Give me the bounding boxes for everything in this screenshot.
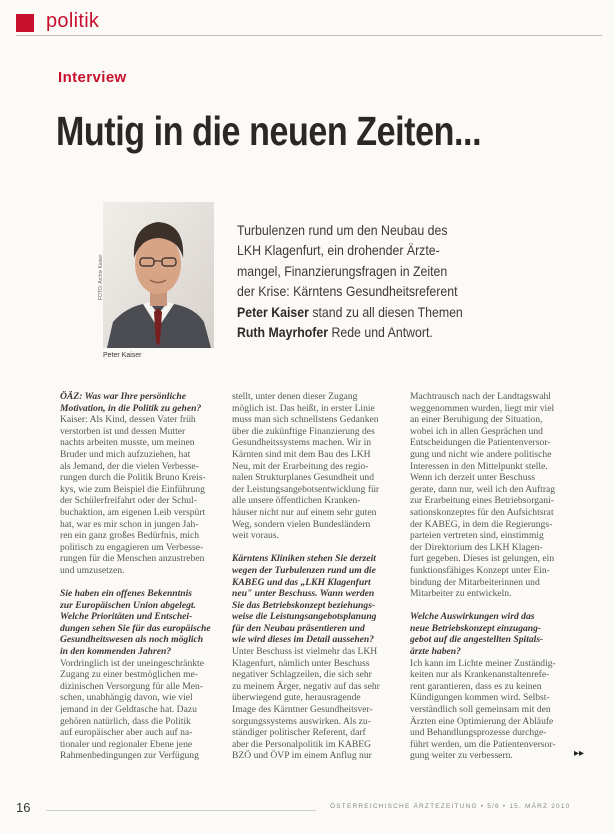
answer-line: der Schülerfreifahrt oder der Schul-	[60, 495, 197, 507]
intro-line: Turbulenzen rund um den Neubau des	[237, 222, 448, 238]
answer-line: gehören natürlich, dass die Politik	[60, 715, 191, 727]
answer-line: buchaktion, am eigenen Leib verspürt	[60, 506, 206, 518]
answer-line: ständiger politischer Referent, darf	[232, 727, 366, 739]
question-line: KABEG und das „LKH Klagenfurt	[232, 576, 371, 588]
answer-line: tionaler und regionaler Ebene jene	[60, 738, 193, 750]
question-line: in den kommenden Jahren?	[60, 646, 172, 658]
question-line: Gesundheitswesen als noch möglich	[60, 634, 204, 646]
photo-caption: Peter Kaiser	[103, 352, 142, 359]
portrait-photo	[103, 202, 214, 348]
answer-line: weit voraus.	[232, 530, 279, 542]
answer-line: Rahmenbedingungen zur Verfügung	[60, 750, 199, 762]
page-number: 16	[16, 800, 31, 815]
answer-line: Entscheidungen die Patientenversor-	[410, 437, 551, 449]
answer-line: furt gegeben. Dieses ist gelungen, ein	[410, 553, 555, 565]
answer-line: zur Erarbeitung eines Betriebsorgani-	[410, 495, 554, 507]
answer-line: Wenn ich derzeit unter Beschuss	[410, 472, 535, 484]
intro-line: mangel, Finanzierungsfragen in Zeiten	[237, 262, 448, 279]
intro-paragraph	[237, 220, 597, 342]
answer-line: Machtrausch nach der Landtagswahl	[410, 391, 551, 402]
answer-line: weggenommen wurden, liegt mir viel	[410, 402, 555, 414]
section-label: politik	[46, 10, 100, 32]
answer-line: sorgungssystems auswirken. Als zu-	[232, 715, 371, 727]
answer-line: rent garantieren, dass es zu keinen	[410, 680, 542, 692]
answer-line: und Behandlungsprozesse durchge-	[410, 727, 547, 739]
answer-line: parteien vertreten sind, einstimmig	[410, 530, 544, 542]
intro-text: stand zu all diesen Themen	[308, 303, 463, 320]
text-column-2	[232, 391, 388, 762]
intro-line	[237, 302, 554, 322]
answer-line: dizinischen Versorgung für alle Men-	[60, 680, 203, 692]
publication-footer: ÖSTERREICHISCHE ÄRZTEZEITUNG • 5/6 • 15. MÄRZ 2010	[330, 803, 571, 810]
answer-line: gung weiter zu verbessern.	[410, 750, 513, 762]
answer-line: Klagenfurt, nämlich unter Beschuss	[232, 657, 370, 669]
question-line: zur Europäischen Union abgelegt.	[60, 599, 196, 611]
answer-line: überwiegend gute, herausragende	[232, 692, 361, 704]
question-line: Welche Auswirkungen wird das	[410, 611, 535, 623]
answer-line: führt werden, um die Patientenversor-	[410, 738, 556, 750]
question-line: dungen sehen Sie für das europäische	[60, 622, 211, 634]
answer-line: Image des Kärntner Gesundheitsver-	[232, 704, 373, 716]
answer-line: Ärzten eine Optimierung der Abläufe	[410, 715, 554, 727]
answer-line: nalen Strukturplanes Gesundheit und	[232, 472, 375, 484]
question-line: für den Neubau präsentieren und	[232, 622, 365, 634]
kicker: Interview	[58, 69, 127, 86]
question-line: weise die Leistungsangebotsplanung	[232, 611, 377, 623]
answer-line: möglich ist. Das heißt, in erster Linie	[232, 402, 375, 414]
answer-line: Kärnten sind mit dem Bau des LKH	[232, 448, 371, 460]
answer-line: aber die Personalpolitik im KABEG	[232, 738, 372, 750]
answer-line: Kündigungen kommen wird. Selbst-	[410, 692, 550, 704]
answer-line: zu meinem Ärger, negativ auf das sehr	[232, 680, 380, 692]
answer-line: und umzusetzen.	[60, 564, 125, 576]
answer-line: negativer Schlagzeilen, die sich sehr	[232, 669, 372, 681]
answer-line: bindung der Mitarbeiterinnen und	[410, 576, 540, 588]
continue-arrow-icon: ▸▸	[574, 748, 585, 759]
question-line: neue Betriebskonzept einzugang-	[410, 622, 542, 634]
answer-line: gerate, dann nur, weil ich den Auftrag	[410, 483, 556, 495]
question-line: ärzte haben?	[410, 646, 461, 658]
answer-line: Neu, mit der Erarbeitung des regio-	[232, 460, 369, 472]
answer-line: gung und nicht wie andere politische	[410, 448, 552, 460]
answer-line: stellt, unter denen dieser Zugang	[232, 391, 358, 402]
answer-line: keiten nur als Krankenanstaltenrefe-	[410, 669, 550, 681]
answer-line: kys, wie zum Beispiel die Einführung	[60, 483, 205, 495]
answer-line: Vordringlich ist der uneingeschränkte	[60, 657, 204, 669]
answer-line: alle unsere öffentlichen Kranken-	[232, 495, 361, 507]
question-line: wie wird dieses im Detail aussehen?	[232, 634, 375, 646]
answer-line: der KABEG, in dem die Regierungs-	[410, 518, 553, 530]
answer-line: Zugang zu einer bestmöglichen me-	[60, 669, 198, 681]
answer-line: Unter Beschuss ist vielmehr das LKH	[232, 646, 378, 658]
answer-line: Mitarbeiter zu entwickeln.	[410, 588, 512, 600]
answer-line: sationskonzeptes für den Aufsichtsrat	[410, 506, 554, 518]
answer-line: jemand in der Geldtasche hat. Dazu	[60, 704, 197, 716]
footer-rule	[46, 810, 316, 811]
answer-line: Kaiser: Als Kind, dessen Vater früh	[60, 414, 196, 426]
intro-text: Rede und Antwort.	[328, 324, 433, 341]
header-rule	[16, 35, 602, 36]
question-line: Welche Prioritäten und Entschei-	[60, 611, 193, 623]
answer-line: über die zukünftige Finanzierung des	[232, 425, 375, 437]
answer-line: hat, war es mir schon in jungen Jah-	[60, 518, 199, 530]
answer-line: funktionsfähiges Konzept unter Ein-	[410, 564, 550, 576]
answer-line: verstorben ist und dessen Mutter	[60, 425, 186, 437]
interviewee-name: Peter Kaiser	[237, 303, 309, 320]
answer-line: ren ein ganz großes Bedürfnis, mich	[60, 530, 200, 542]
headline: Mutig in die neuen Zeiten...	[56, 108, 482, 154]
answer-line: häuser nicht nur auf einem sehr guten	[232, 506, 377, 518]
intro-line: LKH Klagenfurt, ein drohender Ärzte-	[237, 242, 440, 259]
answer-line: muss man sich schnellstens Gedanken	[232, 414, 379, 426]
answer-line: an einer Beruhigung der Situation,	[410, 414, 543, 426]
answer-line: als Jemand, der die vielen Verbesse-	[60, 460, 199, 472]
answer-line: politisch zu engagieren um Verbesse-	[60, 541, 204, 553]
paragraph-gap	[232, 542, 388, 554]
answer-line: BZÖ und ÖVP im einem Anflug nur	[232, 750, 372, 762]
question-line: wegen der Turbulenzen rund um die	[232, 564, 376, 576]
answer-line: Interessen in den Mittelpunkt stelle.	[410, 460, 548, 472]
answer-line: Weg, sondern vielen Bundesländern	[232, 518, 371, 530]
answer-line: rungen durch die Politik Bruno Kreis-	[60, 472, 206, 484]
intro-line	[237, 322, 554, 342]
interviewer-name: Ruth Mayrhofer	[237, 324, 329, 341]
answer-line: wobei ich in allen Gesprächen und	[410, 425, 543, 437]
text-column-1	[60, 391, 216, 762]
question-line: gebot auf die angestellten Spitals-	[410, 634, 544, 646]
answer-line: Gesundheitssystems machen. Wir in	[232, 437, 372, 449]
answer-line: schen, unabhängig davon, wie viel	[60, 692, 193, 704]
question-line: Sie das Betriebskonzept beziehungs-	[232, 599, 376, 611]
paragraph-gap	[60, 577, 216, 589]
answer-line: verständlich soll gemeinsam mit den	[410, 704, 551, 716]
question-line: Kärntens Kliniken stehen Sie derzeit	[232, 553, 376, 565]
answer-line: der Direktorium des LKH Klagen-	[410, 541, 543, 553]
answer-line: der Leistungsangebotsentwicklung für	[232, 483, 380, 495]
question-line: neu" unter Beschuss. Wann werden	[232, 588, 375, 600]
section-marker	[16, 14, 34, 32]
answer-line: Bruder und mich aufzuziehen, hat	[60, 448, 191, 460]
answer-line: Ich kann im Lichte meiner Zuständig-	[410, 657, 556, 669]
question-line: ÖÄZ: Was war Ihre persönliche	[60, 391, 186, 402]
answer-line: auf europäischer aber auch auf na-	[60, 727, 193, 739]
intro-line: der Krise: Kärntens Gesundheitsreferent	[237, 283, 458, 300]
text-column-3	[410, 391, 566, 762]
answer-line: nachts arbeiten musste, um meinen	[60, 437, 195, 449]
answer-line: rungen für die Menschen anzustreben	[60, 553, 205, 565]
paragraph-gap	[410, 600, 566, 612]
photo-credit: FOTO: Archiv Kaiser	[98, 254, 104, 300]
question-line: Sie haben ein offenes Bekenntnis	[60, 588, 193, 600]
question-line: Motivation, in die Politik zu gehen?	[60, 402, 202, 414]
